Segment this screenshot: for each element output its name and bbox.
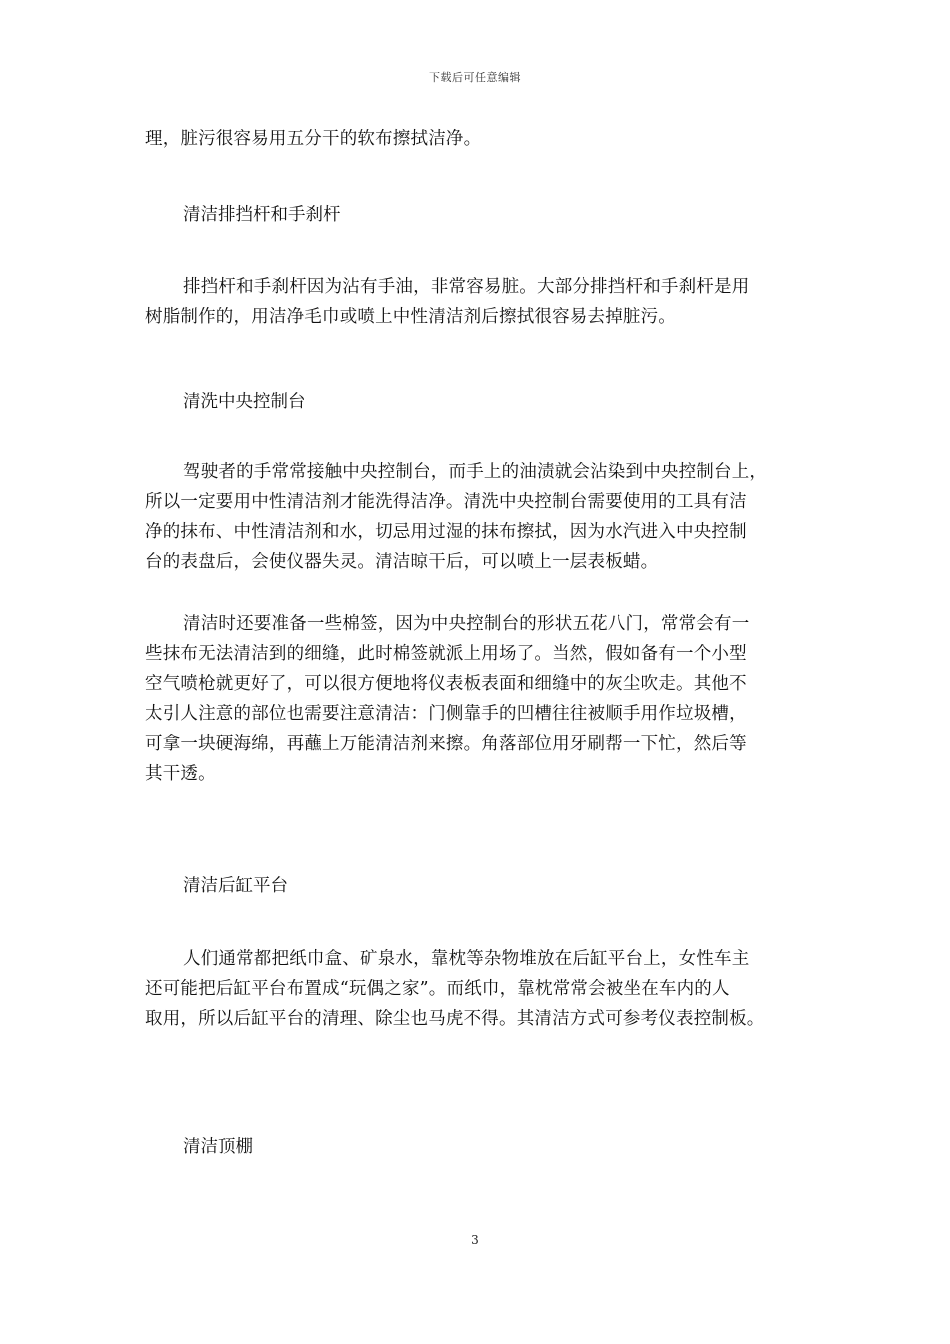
paragraph-line: 净的抹布、中性清洁剂和水，切忌用过湿的抹布擦拭，因为水汽进入中央控制 (145, 522, 747, 542)
intro-paragraph (145, 124, 817, 154)
section-heading-rear-shelf: 清洁后缸平台 (183, 876, 288, 896)
paragraph-line: 排挡杆和手刹杆因为沾有手油，非常容易脏。大部分排挡杆和手刹杆是用 (183, 277, 750, 297)
paragraph-line: 人们通常都把纸巾盒、矿泉水，靠枕等杂物堆放在后缸平台上，女性车主 (183, 949, 750, 969)
paragraph-line: 取用，所以后缸平台的清理、除尘也马虎不得。其清洁方式可参考仪表控制板。 (145, 1009, 765, 1029)
paragraph-line: 还可能把后缸平台布置成“玩偶之家”。而纸巾，靠枕常常会被坐在车内的人 (145, 979, 730, 999)
page-number: 3 (471, 1233, 479, 1247)
paragraph-rear-shelf (145, 944, 817, 1034)
paragraph-line: 可拿一块硬海绵，再蘸上万能清洁剂来擦。角落部位用牙刷帮一下忙，然后等 (145, 734, 747, 754)
page-header: 下载后可任意编辑 (429, 71, 521, 84)
paragraph-line: 理，脏污很容易用五分干的软布擦拭洁净。 (145, 129, 482, 149)
paragraph-line: 驾驶者的手常常接触中央控制台，而手上的油渍就会沾染到中央控制台上， (183, 462, 768, 482)
paragraph-line: 台的表盘后，会使仪器失灵。清洁晾干后，可以喷上一层表板蜡。 (145, 552, 659, 572)
paragraph-line: 太引人注意的部位也需要注意清洁：门侧靠手的凹槽往往被顺手用作垃圾槽， (145, 704, 747, 724)
section-heading-headliner: 清洁顶棚 (183, 1137, 253, 1157)
paragraph-line: 树脂制作的，用洁净毛巾或喷上中性清洁剂后擦拭很容易去掉脏污。 (145, 307, 676, 327)
paragraph-line: 其干透。 (145, 764, 216, 784)
paragraph-console-1 (145, 457, 817, 577)
section-heading-console: 清洗中央控制台 (183, 392, 306, 412)
paragraph-line: 些抹布无法清洁到的细缝，此时棉签就派上用场了。当然，假如备有一个小型 (145, 644, 747, 664)
section-heading-gear-lever: 清洁排挡杆和手刹杆 (183, 205, 341, 225)
paragraph-line: 空气喷枪就更好了，可以很方便地将仪表板表面和细缝中的灰尘吹走。其他不 (145, 674, 747, 694)
paragraph-gear-lever (145, 272, 817, 332)
paragraph-line: 清洁时还要准备一些棉签，因为中央控制台的形状五花八门，常常会有一 (183, 614, 750, 634)
paragraph-line: 所以一定要用中性清洁剂才能洗得洁净。清洗中央控制台需要使用的工具有洁 (145, 492, 747, 512)
paragraph-console-2 (145, 609, 817, 789)
